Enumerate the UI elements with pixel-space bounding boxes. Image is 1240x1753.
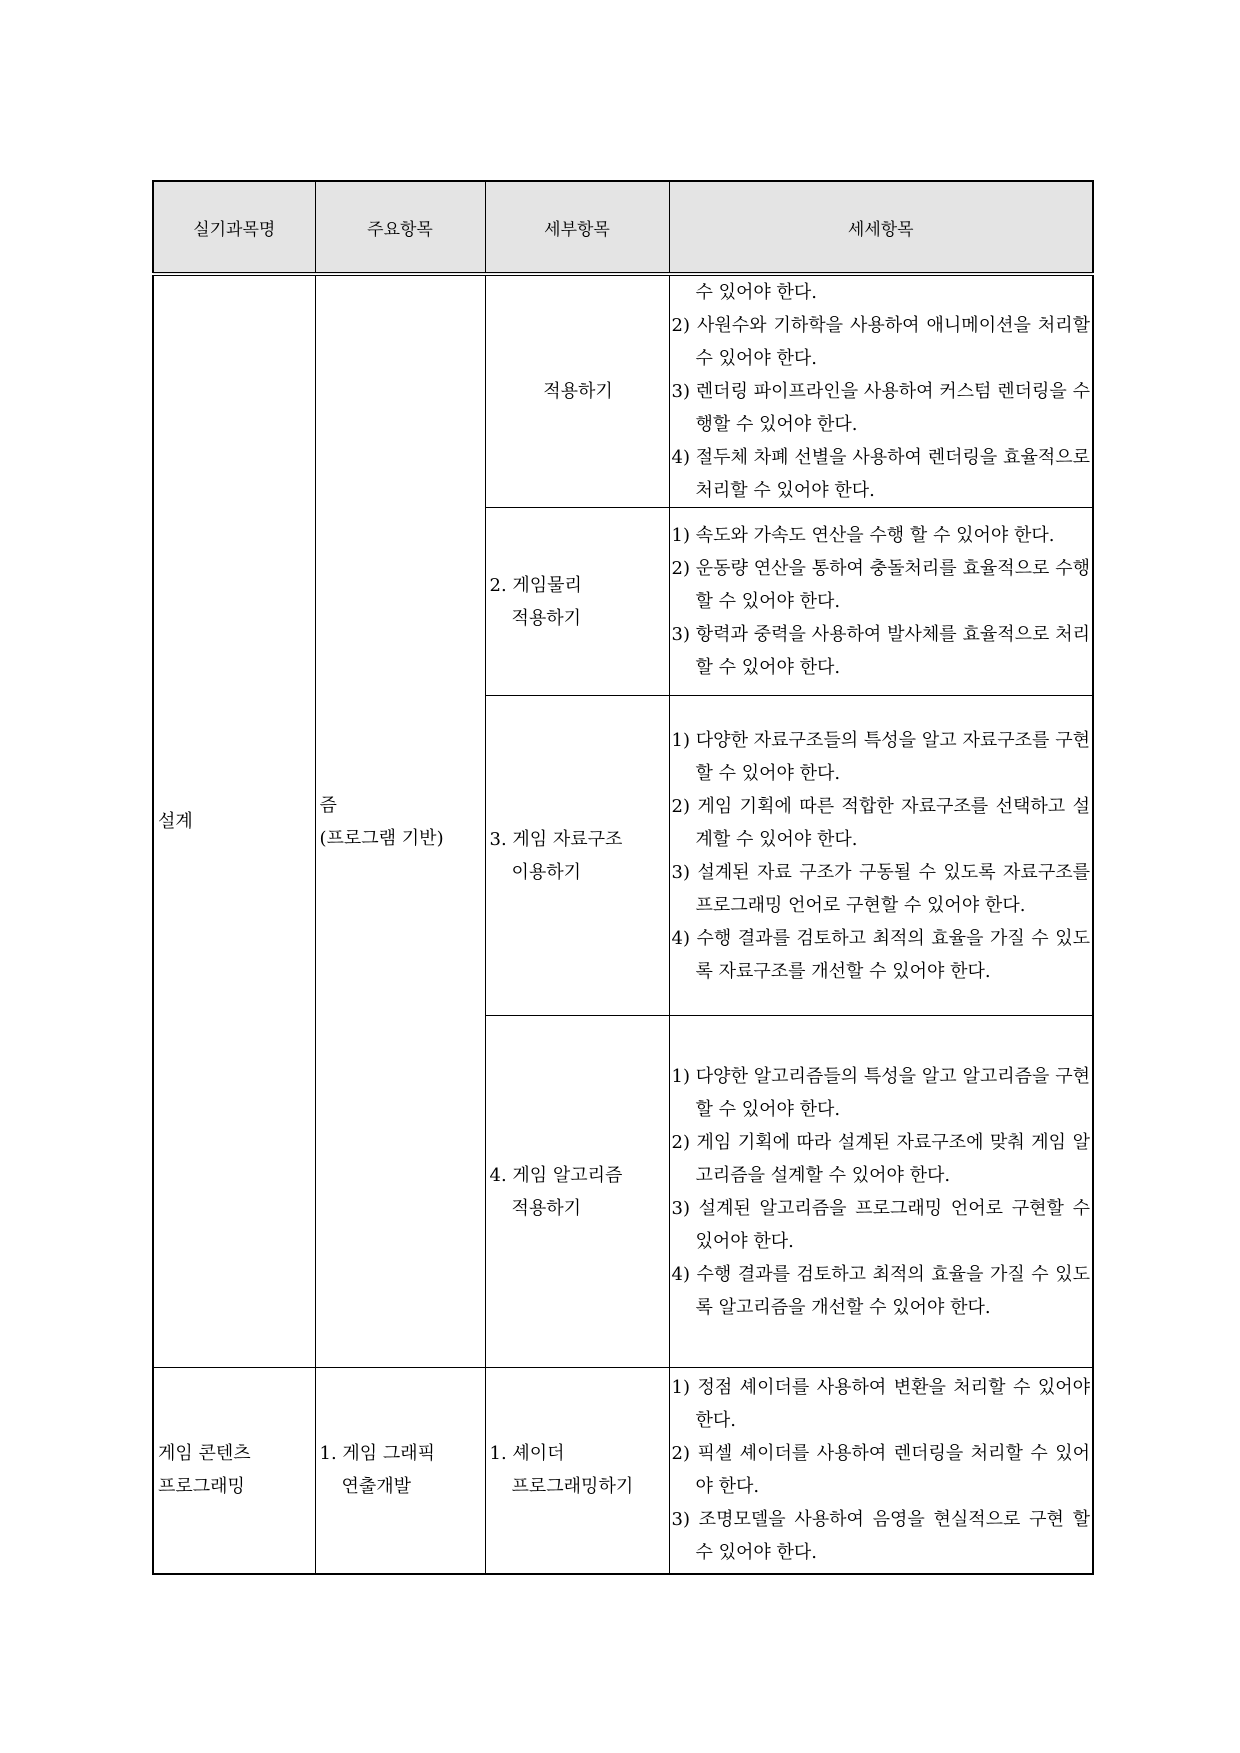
sub-item-number: 1. 셰이더 xyxy=(489,1443,565,1465)
detail-list xyxy=(672,519,1091,684)
major-item-cell xyxy=(315,274,485,1368)
subject-cell xyxy=(153,274,315,1368)
detail-item: 3) 설계된 알고리즘을 프로그래밍 언어로 구현할 수 있어야 한다. xyxy=(671,1197,1090,1252)
detail-item: 3) 조명모델을 사용하여 음영을 현실적으로 구현 할 수 있어야 한다. xyxy=(671,1509,1090,1564)
detail-item: 3) 렌더링 파이프라인을 사용하여 커스텀 렌더링을 수행할 수 있어야 한다. xyxy=(671,381,1090,435)
sub-item-cell xyxy=(485,696,669,1016)
major-item-cell xyxy=(315,1368,485,1574)
major-item-line1: 1. 게임 그래픽 xyxy=(319,1443,436,1465)
subject-text: 설계 xyxy=(158,811,193,832)
curriculum-table xyxy=(152,180,1094,1575)
detail-item: 4) 수행 결과를 검토하고 최적의 효율을 가질 수 있도록 알고리즘을 개선할 수 있어야 한다. xyxy=(671,1263,1090,1318)
sub-item-cell xyxy=(485,1368,669,1574)
curriculum-table-page xyxy=(152,180,1092,1575)
sub-item-title: 적용하기 xyxy=(543,381,613,402)
detail-item: 2) 운동량 연산을 통하여 충돌처리를 효율적으로 수행 할 수 있어야 한다. xyxy=(671,558,1090,612)
subject-line1: 게임 콘텐츠 xyxy=(158,1443,251,1465)
major-item-line1: 즘 xyxy=(319,794,337,816)
detail-item: 3) 설계된 자료 구조가 구동될 수 있도록 자료구조를 프로그래밍 언어로 구현할 수 있어야 한다. xyxy=(671,861,1090,916)
detail-item: 1) 정점 셰이더를 사용하여 변환을 처리할 수 있어야 한다. xyxy=(671,1377,1090,1432)
detail-item: 4) 수행 결과를 검토하고 최적의 효율을 가질 수 있도록 자료구조를 개선할 수 있어야 한다. xyxy=(671,927,1090,982)
detail-item: 2) 사원수와 기하학을 사용하여 애니메이션을 처리할 수 있어야 한다. xyxy=(671,315,1090,369)
header-detail-item: 세세항목 xyxy=(669,181,1093,274)
header-major-item: 주요항목 xyxy=(315,181,485,274)
table-row xyxy=(153,274,1093,508)
sub-item-number: 2. 게임물리 xyxy=(489,574,582,596)
major-item-line2: (프로그램 기반) xyxy=(319,827,444,849)
detail-cell xyxy=(669,1368,1093,1574)
header-row xyxy=(153,181,1093,274)
detail-item: 2) 게임 기획에 따른 적합한 자료구조를 선택하고 설계할 수 있어야 한다. xyxy=(671,795,1090,850)
detail-cell xyxy=(669,274,1093,508)
header-sub-item: 세부항목 xyxy=(485,181,669,274)
sub-item-number: 3. 게임 자료구조 xyxy=(489,828,623,850)
major-item-line2: 연출개발 xyxy=(341,1476,412,1498)
sub-item-title: 적용하기 xyxy=(511,607,582,629)
detail-list xyxy=(672,276,1091,507)
sub-item-cell xyxy=(485,508,669,696)
sub-item-title: 프로그래밍하기 xyxy=(511,1476,634,1498)
sub-item-title: 이용하기 xyxy=(511,861,582,883)
detail-cell xyxy=(669,1016,1093,1368)
detail-item: 1) 다양한 자료구조들의 특성을 알고 자료구조를 구현할 수 있어야 한다. xyxy=(671,729,1090,784)
sub-item-title: 적용하기 xyxy=(511,1197,582,1219)
subject-cell xyxy=(153,1368,315,1574)
detail-list xyxy=(672,724,1091,988)
detail-cell xyxy=(669,508,1093,696)
detail-item: 수 있어야 한다. xyxy=(695,282,817,303)
detail-item: 2) 게임 기획에 따라 설계된 자료구조에 맞춰 게임 알고리즘을 설계할 수 있어야 한다. xyxy=(671,1131,1090,1186)
header-subject: 실기과목명 xyxy=(153,181,315,274)
detail-list xyxy=(672,1060,1091,1324)
detail-cell xyxy=(669,696,1093,1016)
detail-item: 1) 다양한 알고리즘들의 특성을 알고 알고리즘을 구현할 수 있어야 한다. xyxy=(671,1065,1090,1120)
detail-item: 3) 항력과 중력을 사용하여 발사체를 효율적으로 처리 할 수 있어야 한다. xyxy=(671,624,1090,678)
detail-list xyxy=(672,1371,1091,1569)
detail-item: 2) 픽셀 셰이더를 사용하여 렌더링을 처리할 수 있어야 한다. xyxy=(671,1443,1090,1498)
subject-line2: 프로그래밍 xyxy=(158,1476,245,1498)
sub-item-number: 4. 게임 알고리즘 xyxy=(489,1164,623,1186)
detail-item: 4) 절두체 차폐 선별을 사용하여 렌더링을 효율적으로 처리할 수 있어야 한다. xyxy=(671,447,1090,501)
detail-item: 1) 속도와 가속도 연산을 수행 할 수 있어야 한다. xyxy=(671,525,1055,546)
table-row xyxy=(153,1368,1093,1574)
sub-item-cell xyxy=(485,274,669,508)
sub-item-cell xyxy=(485,1016,669,1368)
